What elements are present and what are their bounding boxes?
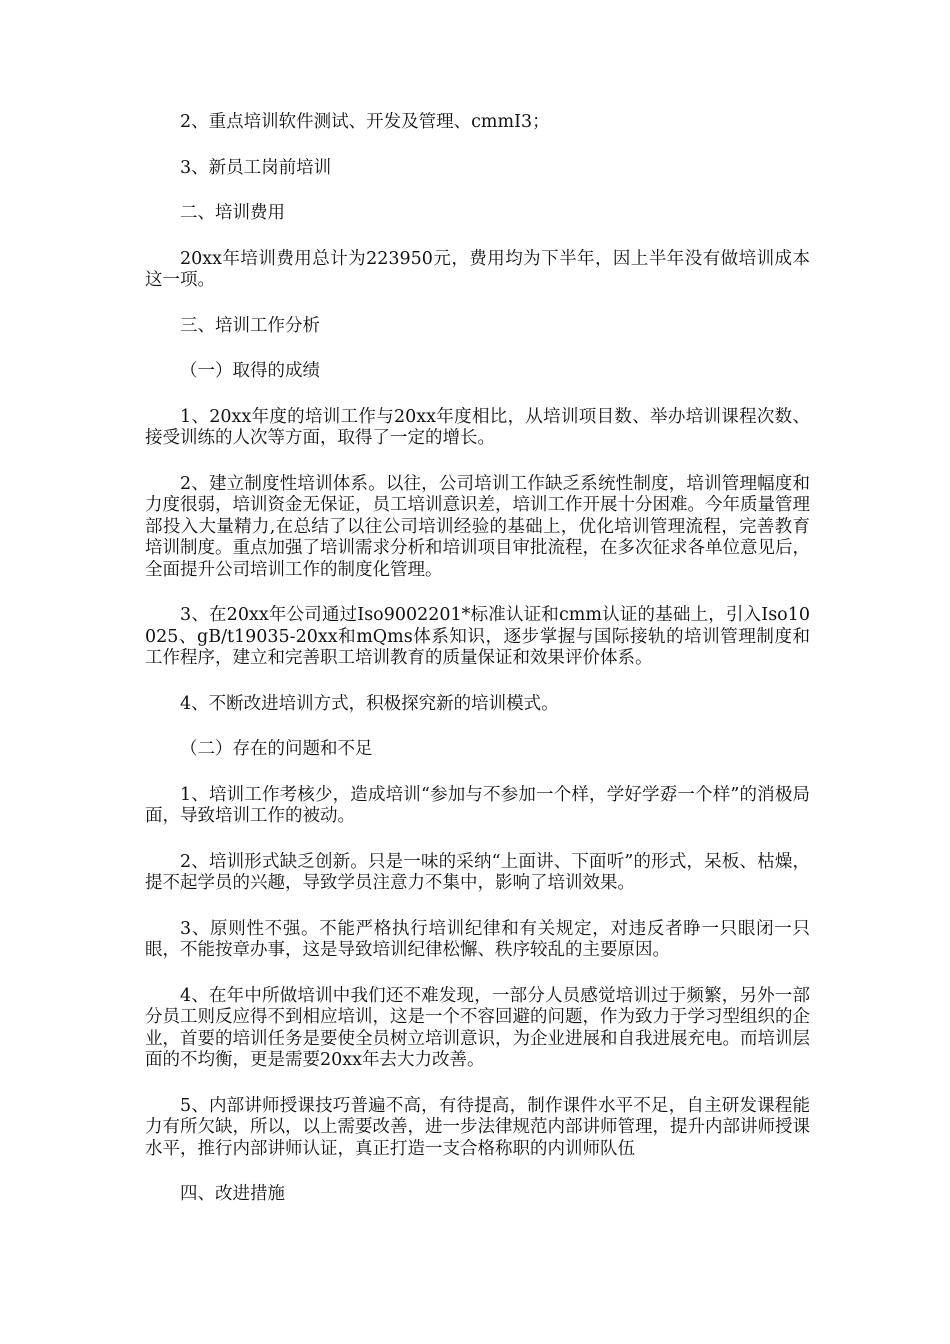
- paragraph-achievement-1: 1、20xx年度的培训工作与20xx年度相比，从培训项目数、举办培训课程次数、接受训练的人次等方面，取得了一定的增长。: [145, 406, 810, 448]
- paragraph-problem-3: 3、原则性不强。不能严格执行培训纪律和有关规定，对违反者睁一只眼闭一只眼，不能按章办事，这是导致培训纪律松懈、秩序较乱的主要原因。: [145, 918, 810, 960]
- paragraph-achievement-3: 3、在20xx年公司通过Iso9002201*标准认证和cmm认证的基础上，引入Iso10025、gB/t19035-20xx和mQms体系知识，逐步掌握与国际接轨的培训管理制度和工作程序，建立和完善职工培训教育的质量保证和效果评价体系。: [145, 605, 810, 668]
- paragraph-problem-4: 4、在年中所做培训中我们还不难发现，一部分人员感觉培训过于频繁，另外一部分员工则反应得不到相应培训，这是一个不容回避的问题，作为致力于学习型组织的企业，首要的培训任务是要使全员树立培训意识，为企业进展和自我进展充电。而培训层面的不均衡，更是需要20xx年去大力改善。: [145, 985, 810, 1070]
- section-heading-training-cost: 二、培训费用: [180, 203, 285, 223]
- section-heading-improvements: 四、改进措施: [180, 1184, 285, 1204]
- paragraph-training-cost: 20xx年培训费用总计为223950元，费用均为下半年，因上半年没有做培训成本这一项。: [145, 248, 810, 290]
- paragraph-achievement-4: 4、不断改进培训方式，积极探究新的培训模式。: [180, 693, 559, 714]
- paragraph-problem-5: 5、内部讲师授课技巧普遍不高，有待提高，制作课件水平不足，自主研发课程能力有所欠缺，所以，以上需要改善，进一步法律规范内部讲师管理，提升内部讲师授课水平，推行内部讲师认证，真正打造一支合格称职的内训师队伍: [145, 1095, 810, 1159]
- list-item-training-focus: 2、重点培训软件测试、开发及管理、cmmI3；: [180, 112, 550, 132]
- paragraph-problem-2: 2、培训形式缺乏创新。只是一味的采纳“上面讲、下面听”的形式，呆板、枯燥，提不起学员的兴趣，导致学员注意力不集中，影响了培训效果。: [145, 851, 810, 893]
- paragraph-achievement-2: 2、建立制度性培训体系。以往，公司培训工作缺乏系统性制度，培训管理幅度和力度很弱，培训资金无保证，员工培训意识差，培训工作开展十分困难。今年质量管理部投入大量精力,在总结了以往公司培训经验的基础上，优化培训管理流程，完善教育培训制度。重点加强了培训需求分析和培训项目审批流程，在多次征求各单位意见后，全面提升公司培训工作的制度化管理。: [145, 473, 810, 580]
- paragraph-problem-1: 1、培训工作考核少，造成培训“参加与不参加一个样，学好学孬一个样”的消极局面，导致培训工作的被动。: [145, 784, 810, 826]
- document-body: [145, 112, 810, 1230]
- subsection-heading-achievements: （一）取得的成绩: [180, 361, 320, 381]
- section-heading-training-analysis: 三、培训工作分析: [180, 315, 320, 336]
- subsection-heading-problems: （二）存在的问题和不足: [180, 739, 373, 759]
- list-item-new-staff-training: 3、新员工岗前培训: [180, 157, 332, 178]
